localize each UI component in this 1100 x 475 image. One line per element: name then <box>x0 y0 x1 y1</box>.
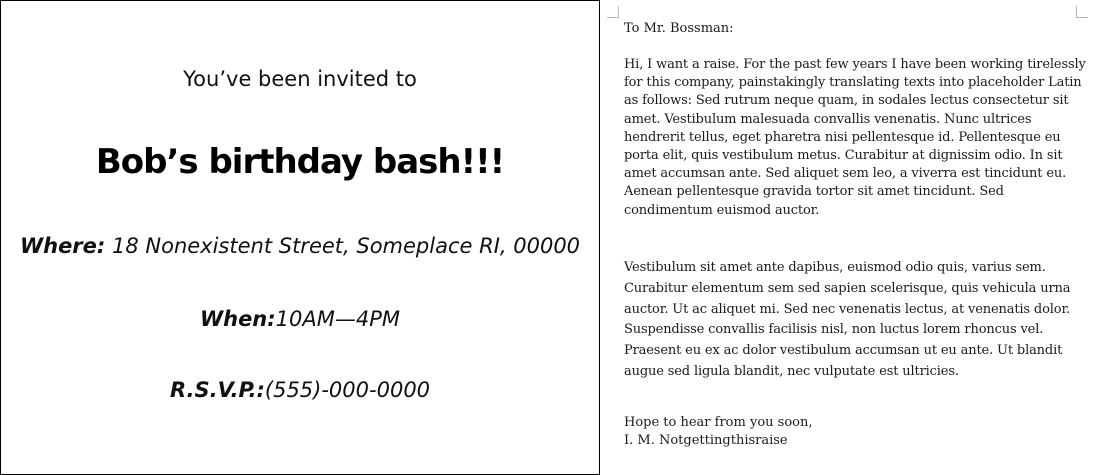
where-line <box>1 234 599 258</box>
when-value: 10AM—4PM <box>275 307 401 331</box>
letter-paragraph-2: Vestibulum sit amet ante dapibus, euismod odio quis, varius sem. Curabitur elementum sem sed sapien scelerisque, quis vehicula urna auctor. Ut ac aliquet mi. Sed nec venenatis lectus, at venenatis dolor. Suspendisse convallis facilisis nisl, non luctus lorem rhoncus vel. Praesent eu ex ac dolor vestibulum accumsan ut eu ante. Ut blandit augue sed ligula blandit, nec vulputate est ultricies. <box>624 260 1071 379</box>
rsvp-value: (555)-000-0000 <box>264 378 431 402</box>
when-line <box>1 307 599 331</box>
invitation-intro: You’ve been invited to <box>183 67 417 91</box>
when-label: When: <box>199 307 276 331</box>
margin-corner-mark-left <box>607 6 619 18</box>
letter-salutation: To Mr. Bossman: <box>624 21 734 36</box>
letter-closing: Hope to hear from you soon, <box>624 415 813 430</box>
rsvp-line <box>1 378 599 402</box>
where-label: Where: <box>19 234 106 258</box>
event-title: Bob’s birthday bash!!! <box>95 142 505 182</box>
margin-corner-mark-right <box>1076 6 1088 18</box>
where-value: 18 Nonexistent Street, Someplace RI, 00000 <box>105 234 581 258</box>
letter-page[interactable] <box>601 0 1100 475</box>
rsvp-label: R.S.V.P.: <box>169 378 265 402</box>
letter-paragraph-1: Hi, I want a raise. For the past few years I have been working tirelessly for this company, painstakingly translating texts into placeholder Latin as follows: Sed rutrum neque quam, in sodales lectus consectetur sit amet. Vestibulum malesuada convallis venenatis. Nunc ultrices hendrerit tellus, eget pharetra nisi pellentesque id. Pellentesque eu porta elit, quis vestibulum metus. Curabitur at dignissim odio. In sit amet accumsan ante. Sed aliquet sem leo, a viverra est tincidunt eu. Aenean pellentesque gravida tortor sit amet tincidunt. Sed condimentum euismod auctor. <box>624 57 1086 218</box>
letter-signature: I. M. Notgettingthisraise <box>624 433 788 448</box>
